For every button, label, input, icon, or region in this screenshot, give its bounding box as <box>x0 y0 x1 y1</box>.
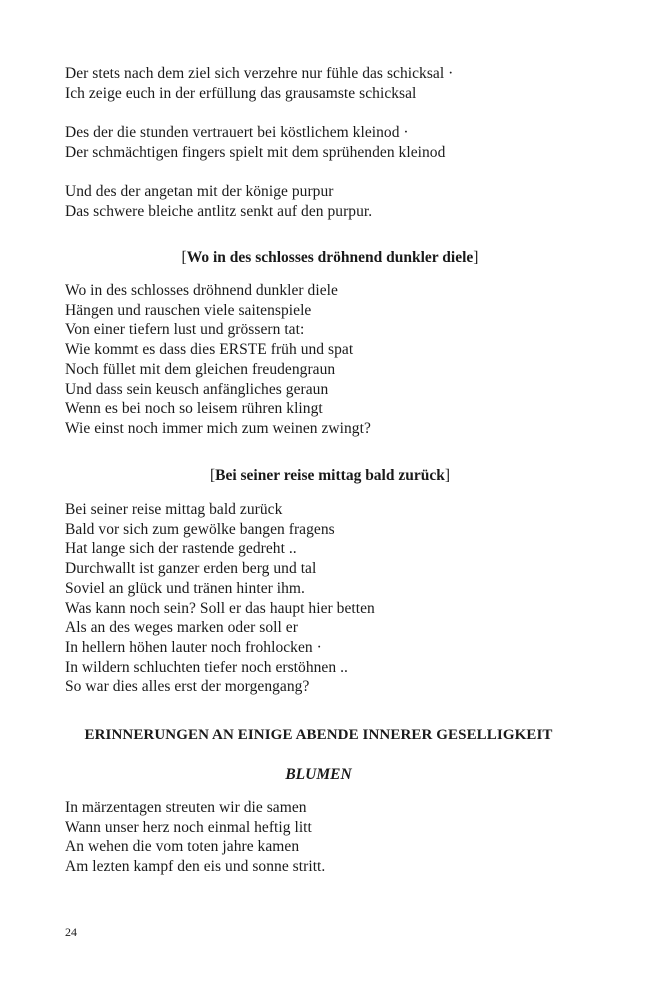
verse-line: Wie einst noch immer mich zum weinen zwingt? <box>65 419 371 437</box>
verse-line: Hängen und rauschen viele saitenspiele <box>65 301 312 319</box>
verse-line: Wo in des schlosses dröhnend dunkler diele <box>65 282 338 299</box>
verse-line: Und des der angetan mit der könige purpur <box>65 183 334 200</box>
verse-line: Ich zeige euch in der erfüllung das grausamste schicksal <box>65 84 417 102</box>
poem-title-text: Bei seiner reise mittag bald zurück <box>215 467 445 484</box>
verse-line: Der schmächtigen fingers spielt mit dem sprühenden kleinod <box>65 143 446 161</box>
poem-title-reise <box>0 466 660 486</box>
poem-title-text: Wo in des schlosses dröhnend dunkler diele <box>186 249 474 266</box>
poem-title-blumen: BLUMEN <box>285 766 352 783</box>
title-bracket-open: [ <box>209 467 216 484</box>
verse-line: Der stets nach dem ziel sich verzehre nur fühle das schicksal · <box>65 65 454 82</box>
verse-line: Hat lange sich der rastende gedreht .. <box>65 540 297 558</box>
verse-line: In märzentagen streuten wir die samen <box>65 799 307 816</box>
verse-line: Wann unser herz noch einmal heftig litt <box>65 818 312 836</box>
title-bracket-close: ] <box>444 467 451 484</box>
verse-line: Durchwallt ist ganzer erden berg und tal <box>65 560 317 578</box>
poem-blumen-body <box>65 798 605 877</box>
section-title: ERINNERUNGEN AN EINIGE ABENDE INNERER GESELLIGKEIT <box>84 727 553 743</box>
verse-line: Bald vor sich zum gewölke bangen fragens <box>65 520 335 538</box>
verse-line: So war dies alles erst der morgengang? <box>65 678 310 696</box>
verse-line: Bei seiner reise mittag bald zurück <box>65 501 283 518</box>
verse-line: In wildern schluchten tiefer noch erstöhnen .. <box>65 658 348 676</box>
verse-line: Was kann noch sein? Soll er das haupt hier betten <box>65 599 375 617</box>
verse-line: Als an des weges marken oder soll er <box>65 619 298 637</box>
title-bracket-close: ] <box>473 249 479 266</box>
poem-diele-body <box>65 281 605 439</box>
verse-line: Noch füllet mit dem gleichen freudengraun <box>65 360 336 378</box>
verse-line: Das schwere bleiche antlitz senkt auf den purpur. <box>65 202 373 220</box>
verse-line: Soviel an glück und tränen hinter ihm. <box>65 579 305 597</box>
verse-line: Am lezten kampf den eis und sonne stritt. <box>65 858 326 876</box>
poem-title-diele <box>0 248 660 268</box>
verse-line: Wie kommt es dass dies ERSTE früh und spat <box>65 341 354 359</box>
verse-line: An wehen die vom toten jahre kamen <box>65 838 300 856</box>
verse-line: Von einer tiefern lust und grössern tat: <box>65 321 305 339</box>
verse-line: Des der die stunden vertrauert bei köstlichem kleinod · <box>65 124 409 141</box>
poem-reise-body <box>65 500 605 697</box>
stanza-1 <box>65 64 605 103</box>
page-number: 24 <box>65 925 77 939</box>
verse-line: Wenn es bei noch so leisem rühren klingt <box>65 400 323 418</box>
verse-line: In hellern höhen lauter noch frohlocken · <box>65 638 322 656</box>
verse-line: Und dass sein keusch anfängliches geraun <box>65 380 329 398</box>
stanza-3 <box>65 182 605 221</box>
stanza-2 <box>65 123 605 162</box>
title-bracket-open: [ <box>181 249 187 266</box>
